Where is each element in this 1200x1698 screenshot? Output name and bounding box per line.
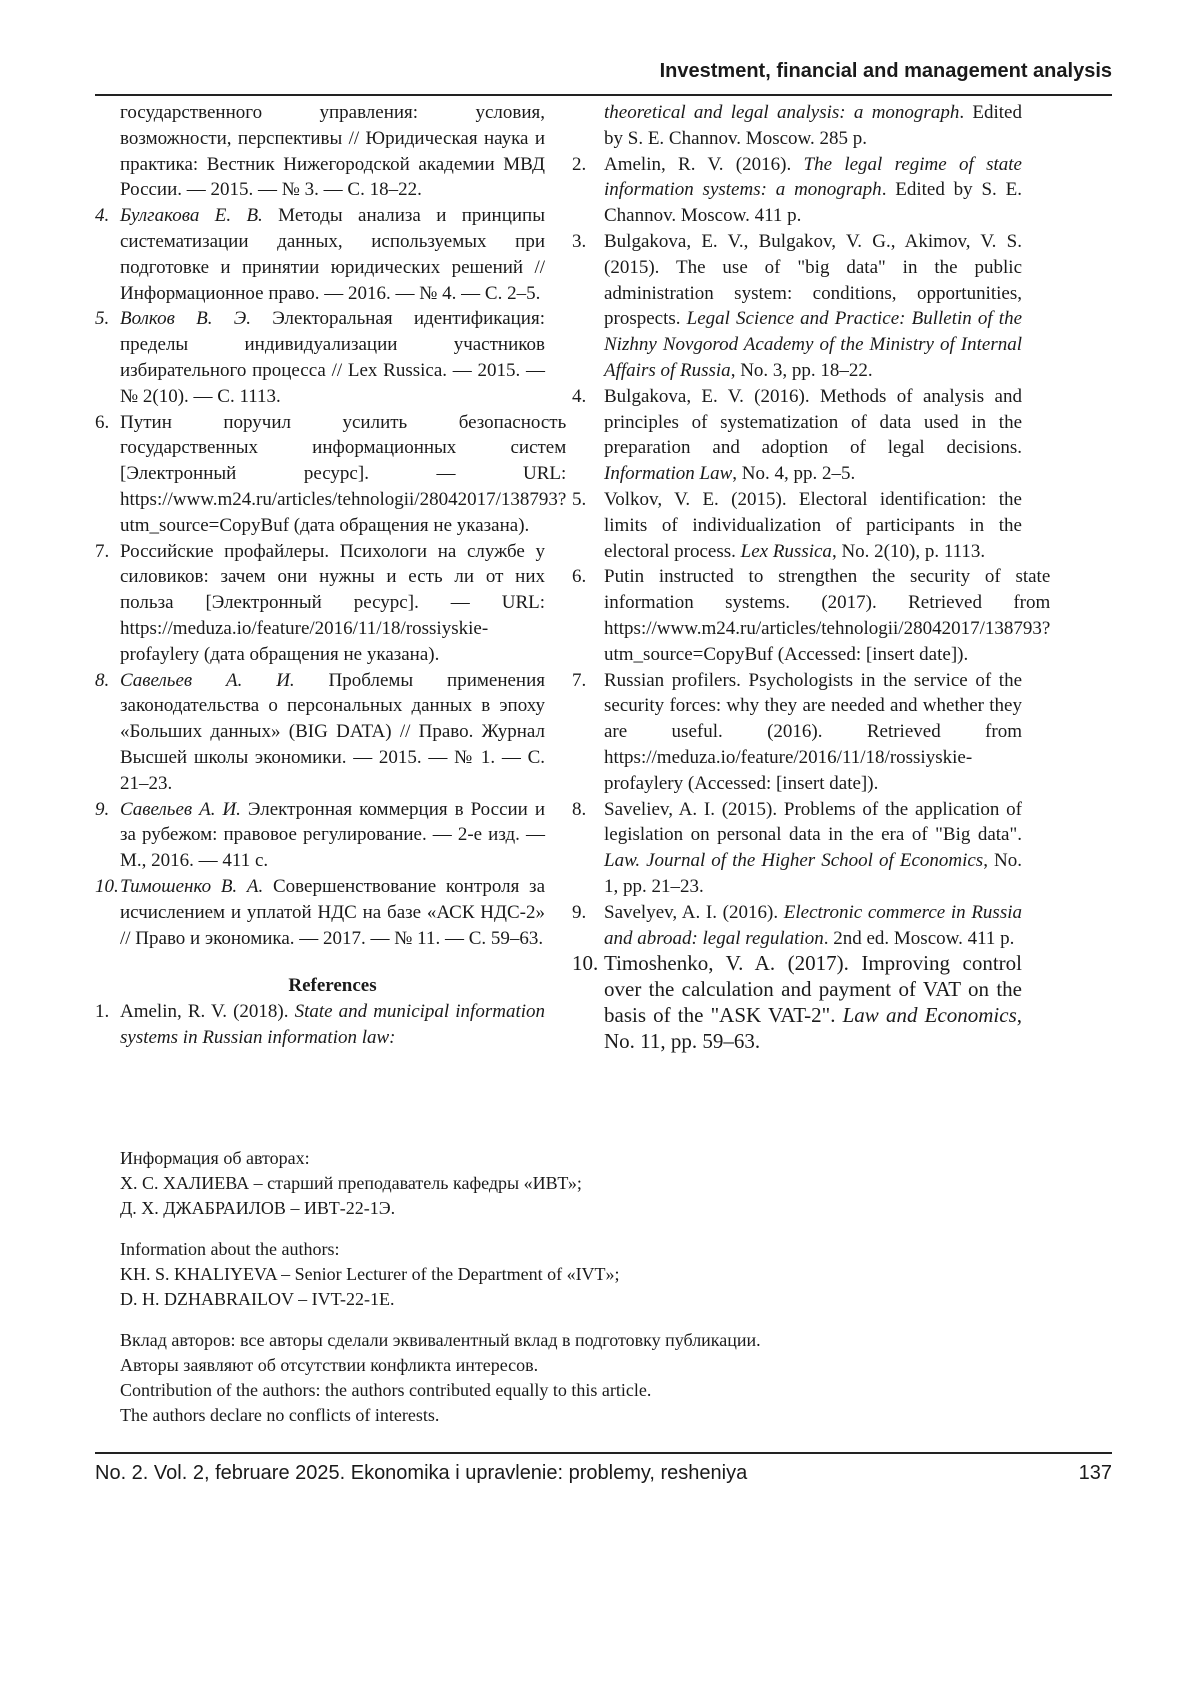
entry-text bbox=[120, 797, 545, 874]
entry-segment: Российские профайлеры. Психологи на службе у силовиков: зачем они нужны и есть ли от них польза [Электронный ресурс]. — URL: https://meduza.io/feature/2016/11/18/rossiyskie-profaylery (дата обращения не указана). bbox=[120, 540, 545, 665]
entry-number: 6. bbox=[572, 566, 587, 588]
contrib-line: The authors declare no conflicts of interests. bbox=[120, 1405, 440, 1425]
entry-italic-segment: State and municipal information systems in Russian information law: bbox=[120, 1001, 546, 1048]
entry-number: 1. bbox=[95, 1001, 110, 1023]
running-header: Investment, financial and management analysis bbox=[659, 60, 1112, 82]
contrib-line: Вклад авторов: все авторы сделали эквивалентный вклад в подготовку публикации. bbox=[120, 1330, 761, 1350]
right-column bbox=[572, 100, 1051, 1054]
entry-segment: Проблемы применения законодательства о персональных данных в эпоху «Больших данных» (BIG DATA) // Право. Журнал Высшей школы экономики. — 2015. — № 1. — С. 21–23. bbox=[120, 669, 546, 794]
entry-number bbox=[572, 100, 604, 152]
contrib-line: Contribution of the authors: the authors contributed equally to this article. bbox=[120, 1380, 652, 1400]
journal-info: No. 2. Vol. 2, februare 2025. Ekonomika i upravlenie: problemy, resheniya bbox=[95, 1462, 748, 1484]
entry-segment: Путин поручил усилить безопасность государственных информационных систем [Электронный ресурс]. — URL: https://www.m24.ru/articles/tehnologii/28042017/138793?utm_source=CopyBuf (дата обращения не указана). bbox=[120, 411, 567, 536]
entry-number: 4. bbox=[95, 205, 110, 227]
entry-text bbox=[604, 951, 1022, 1054]
reference-entry bbox=[572, 900, 1022, 952]
entry-number: 9. bbox=[572, 901, 587, 923]
author-line: Х. С. ХАЛИЕВА – старший преподаватель кафедры «ИВТ»; bbox=[120, 1173, 582, 1193]
entry-segment: . Edited by S. E. Channov. Moscow. 285 p. bbox=[604, 102, 1022, 149]
reference-entry bbox=[572, 384, 1022, 487]
entry-italic-segment: Law and Economics bbox=[842, 1002, 1017, 1027]
entry-text bbox=[120, 999, 545, 1051]
authors-ru-heading: Информация об авторах: bbox=[120, 1148, 310, 1168]
authors-info bbox=[120, 1146, 1020, 1444]
entry-text bbox=[604, 229, 1022, 384]
entry-number: 9. bbox=[95, 798, 110, 820]
entry-number: 8. bbox=[95, 669, 110, 691]
entry-italic-segment: The legal regime of state information systems: a monograph bbox=[604, 153, 1022, 201]
entry-segment: , No. 1, pp. 21–23. bbox=[604, 850, 1022, 897]
entry-number: 7. bbox=[572, 669, 587, 691]
header-rule bbox=[95, 94, 1112, 96]
author-line: D. H. DZHABRAILOV – IVT-22-1E. bbox=[120, 1289, 395, 1309]
entry-text bbox=[120, 874, 545, 951]
reference-entry bbox=[95, 100, 545, 203]
references-list-continued bbox=[572, 100, 1051, 1054]
entry-text bbox=[120, 668, 545, 797]
entry-segment: Bulgakova, E. V., Bulgakov, V. G., Akimov, V. S. (2015). The use of "big data" in the public administration system: conditions, opportunities, prospects. bbox=[604, 230, 1022, 330]
reference-entry bbox=[95, 668, 545, 797]
references-list bbox=[95, 999, 545, 1051]
entry-text bbox=[604, 384, 1022, 487]
entry-number: 7. bbox=[95, 540, 110, 562]
authors-en-heading: Information about the authors: bbox=[120, 1239, 340, 1259]
entry-segment: Amelin, R. V. (2016). bbox=[604, 153, 804, 175]
reference-entry bbox=[95, 539, 545, 668]
entry-segment: Электоральная идентификация: пределы индивидуализации участников избирательного процесса // Lex Russica. — 2015. — № 2(10). — С. 1113. bbox=[120, 308, 545, 407]
entry-segment: Volkov, V. E. (2015). Electoral identification: the limits of individualization of participants in the electoral process. bbox=[604, 488, 1022, 562]
entry-segment: . 2nd ed. Moscow. 411 p. bbox=[823, 927, 1015, 949]
page-number: 137 bbox=[1078, 1462, 1112, 1484]
entry-italic-segment: theoretical and legal analysis: a monograph bbox=[604, 102, 960, 123]
reference-entry bbox=[572, 100, 1022, 152]
entry-segment: , No. 4, pp. 2–5. bbox=[732, 463, 856, 485]
left-column bbox=[95, 100, 567, 1051]
entry-text bbox=[604, 668, 1022, 797]
entry-number: 5. bbox=[572, 488, 587, 510]
entry-text bbox=[604, 564, 1050, 667]
entry-number bbox=[95, 100, 120, 203]
author-line: KH. S. KHALIYEVA – Senior Lecturer of the Department of «IVT»; bbox=[120, 1264, 620, 1284]
entry-segment: Timoshenko, V. A. (2017). Improving control over the calculation and payment of VAT on the basis of the "ASK VAT-2". bbox=[604, 951, 1022, 1027]
entry-segment: Savelyev, A. I. (2016). bbox=[604, 901, 784, 923]
entry-segment: Электронная коммерция в России и за рубежом: правовое регулирование. — 2-е изд. — М., 2016. — 411 с. bbox=[120, 798, 545, 872]
entry-number: 2. bbox=[572, 153, 587, 175]
reference-entry bbox=[95, 874, 545, 951]
reference-entry bbox=[572, 668, 1022, 797]
reference-entry bbox=[572, 487, 1022, 564]
entry-segment: , No. 2(10), p. 1113. bbox=[831, 540, 986, 562]
authors-en bbox=[120, 1237, 1020, 1312]
reference-entry bbox=[572, 152, 1022, 229]
entry-number: 10. bbox=[95, 875, 119, 897]
reference-entry bbox=[95, 410, 567, 539]
entry-segment: Russian profilers. Psychologists in the service of the security forces: why they are needed and whether they are useful. (2016). Retrieved from https://meduza.io/feature/2016/11/18/rossiyskie-profaylery (Accessed: [insert date]). bbox=[604, 669, 1022, 794]
entry-text bbox=[604, 900, 1022, 952]
entry-italic-segment: Савельев А. И. bbox=[120, 798, 241, 820]
entry-italic-segment: Law. Journal of the Higher School of Economics bbox=[604, 850, 984, 872]
entry-segment: Методы анализа и принципы систематизации данных, используемых при подготовке и принятии юридических решений // Информационное право. — 2016. — № 4. — С. 2–5. bbox=[120, 205, 545, 304]
reference-entry bbox=[572, 951, 1022, 1054]
contrib-line: Авторы заявляют об отсутствии конфликта интересов. bbox=[120, 1355, 539, 1375]
entry-number: 10. bbox=[572, 951, 599, 976]
reference-entry bbox=[572, 797, 1022, 900]
entry-italic-segment: Electronic commerce in Russia and abroad: legal regulation bbox=[604, 901, 1022, 949]
entry-text bbox=[120, 410, 566, 539]
entry-italic-segment: Савельев А. И. bbox=[120, 669, 295, 691]
entry-italic-segment: Lex Russica bbox=[740, 540, 832, 562]
entry-text bbox=[120, 306, 545, 409]
reference-entry bbox=[95, 306, 545, 409]
entry-number: 3. bbox=[572, 230, 587, 252]
entry-segment: Bulgakova, E. V. (2016). Methods of analysis and principles of systematization of data used in the preparation and adoption of legal decisions. bbox=[604, 385, 1022, 459]
entry-segment: . Edited by S. E. Channov. Moscow. 411 p. bbox=[604, 179, 1022, 227]
author-line: Д. Х. ДЖАБРАИЛОВ – ИВТ-22-1Э. bbox=[120, 1198, 396, 1218]
page-footer bbox=[95, 1462, 1112, 1485]
footer-rule bbox=[95, 1452, 1112, 1454]
reference-entry bbox=[572, 229, 1022, 384]
entry-segment: , No. 11, pp. 59–63. bbox=[604, 1002, 1023, 1053]
contribution-statement bbox=[120, 1328, 1020, 1428]
entry-text bbox=[604, 100, 1022, 152]
entry-number: 4. bbox=[572, 385, 587, 407]
entry-italic-segment: Legal Science and Practice: Bulletin of the Nizhny Novgorod Academy of the Ministry of Internal Affairs of Russia bbox=[604, 308, 1022, 381]
references-heading: References bbox=[288, 975, 377, 997]
entry-text bbox=[604, 797, 1022, 900]
entry-italic-segment: Волков В. Э. bbox=[120, 308, 251, 330]
reference-entry bbox=[572, 564, 1051, 667]
entry-italic-segment: Тимошенко В. А. bbox=[120, 875, 264, 897]
entry-number: 8. bbox=[572, 798, 587, 820]
entry-number: 5. bbox=[95, 308, 110, 330]
entry-italic-segment: Information Law bbox=[604, 463, 733, 485]
russian-bibliography bbox=[95, 100, 567, 951]
entry-segment: , No. 3, pp. 18–22. bbox=[730, 359, 873, 381]
reference-entry bbox=[95, 999, 545, 1051]
entry-segment: Совершенствование контроля за исчислением и уплатой НДС на базе «АСК НДС-2» // Право и экономика. — 2017. — № 11. — С. 59–63. bbox=[120, 875, 545, 949]
entry-text bbox=[120, 203, 545, 306]
entry-text bbox=[120, 539, 545, 668]
entry-segment: Amelin, R. V. (2018). bbox=[120, 1001, 295, 1023]
entry-italic-segment: Булгакова Е. В. bbox=[120, 205, 263, 227]
reference-entry bbox=[95, 203, 545, 306]
entry-segment: государственного управления: условия, возможности, перспективы // Юридическая наука и практика: Вестник Нижегородской академии МВД России. — 2015. — № 3. — С. 18–22. bbox=[120, 102, 545, 201]
entry-segment: Putin instructed to strengthen the security of state information systems. (2017). Retrieved from https://www.m24.ru/articles/tehnologii/28042017/138793?utm_source=CopyBuf (Accessed: [insert date]). bbox=[604, 566, 1051, 665]
entry-number: 6. bbox=[95, 411, 110, 433]
entry-segment: Saveliev, A. I. (2015). Problems of the application of legislation on personal data in the era of "Big data". bbox=[604, 798, 1022, 846]
authors-ru bbox=[120, 1146, 1020, 1221]
entry-text bbox=[604, 487, 1022, 564]
entry-text bbox=[604, 152, 1022, 229]
reference-entry bbox=[95, 797, 545, 874]
entry-text bbox=[120, 100, 545, 203]
